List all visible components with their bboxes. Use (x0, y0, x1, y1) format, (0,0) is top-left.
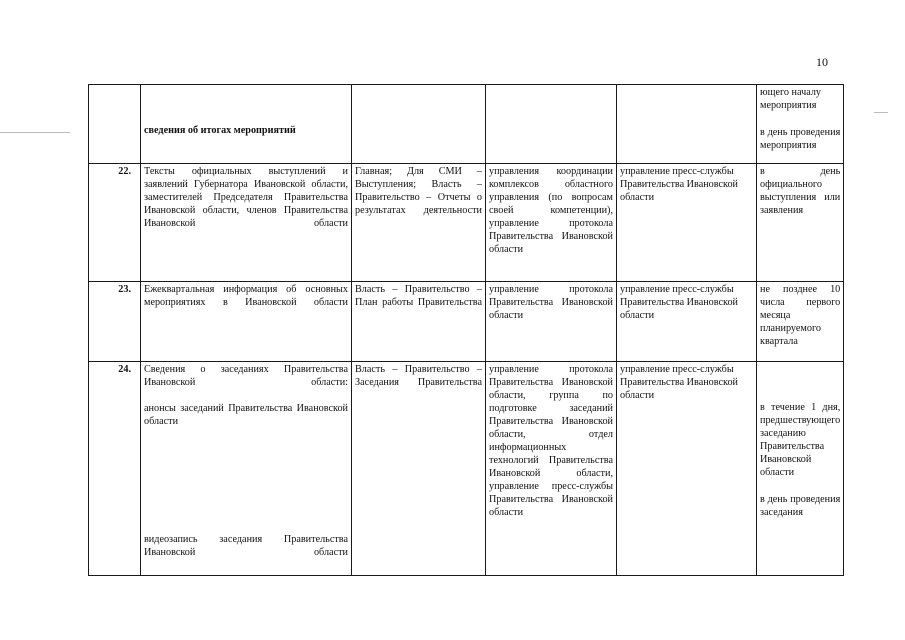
table-row (89, 282, 844, 362)
info-description-text: сведения об итогах мероприятий (144, 125, 296, 136)
deadline-part-a: в течение 1 дня, предшествующего заседанию Правительства Ивановской области (760, 402, 841, 478)
publishing-unit (617, 85, 757, 164)
page-number: 10 (816, 55, 828, 69)
meetings-title: Сведения о заседаниях Правительства Ивановской области: (144, 364, 348, 388)
responsible-unit: управление протокола Правительства Ивановской области, группа по подготовке заседаний Правительства Ивановской области, отдел информационных технологий Правительства Ивановской области, управление пресс-службы Правительства Ивановской области (486, 362, 617, 576)
site-section (352, 85, 486, 164)
deadline-part-b: в день проведения мероприятия (760, 127, 841, 151)
responsibility-table (88, 84, 844, 576)
site-section: Власть – Правительство – Заседания Правительства (352, 362, 486, 576)
info-description: Тексты официальных выступлений и заявлений Губернатора Ивановской области, заместителей Председателя Правительства Ивановской области, членов Правительства Ивановской области (141, 164, 352, 282)
row-number: 22. (89, 164, 141, 282)
deadline: не позднее 10 числа первого месяца планируемого квартала (757, 282, 844, 362)
deadline (757, 362, 844, 576)
table-row (89, 164, 844, 282)
responsible-unit: управление протокола Правительства Ивановской области (486, 282, 617, 362)
table-row (89, 362, 844, 576)
deadline-part-a: ющего началу мероприятия (760, 87, 822, 111)
info-description (141, 85, 352, 164)
deadline (757, 85, 844, 164)
row-number (89, 85, 141, 164)
meetings-announcements: анонсы заседаний Правительства Ивановской области (144, 403, 348, 427)
row-number: 23. (89, 282, 141, 362)
responsible-unit (486, 85, 617, 164)
publishing-unit: управление пресс-службы Правительства Ивановской области (617, 282, 757, 362)
scan-artifact-right (874, 112, 888, 113)
site-section: Власть – Правительство – План работы Правительства (352, 282, 486, 362)
publishing-unit: управление пресс-службы Правительства Ивановской области (617, 362, 757, 576)
info-description (141, 362, 352, 576)
meetings-video: видеозапись заседания Правительства Ивановской области (144, 534, 348, 558)
info-description: Ежеквартальная информация об основных мероприятиях в Ивановской области (141, 282, 352, 362)
publishing-unit: управление пресс-службы Правительства Ивановской области (617, 164, 757, 282)
site-section: Главная; Для СМИ – Выступления; Власть – Правительство – Отчеты о результатах деятельности (352, 164, 486, 282)
scan-artifact-left (0, 132, 70, 133)
responsible-unit: управления координации комплексов областного управления (по вопросам своей компетенции), управление протокола Правительства Ивановской области (486, 164, 617, 282)
deadline-part-b: в день проведения заседания (760, 494, 841, 518)
deadline: в день официального выступления или заявления (757, 164, 844, 282)
table-row (89, 85, 844, 164)
row-number: 24. (89, 362, 141, 576)
